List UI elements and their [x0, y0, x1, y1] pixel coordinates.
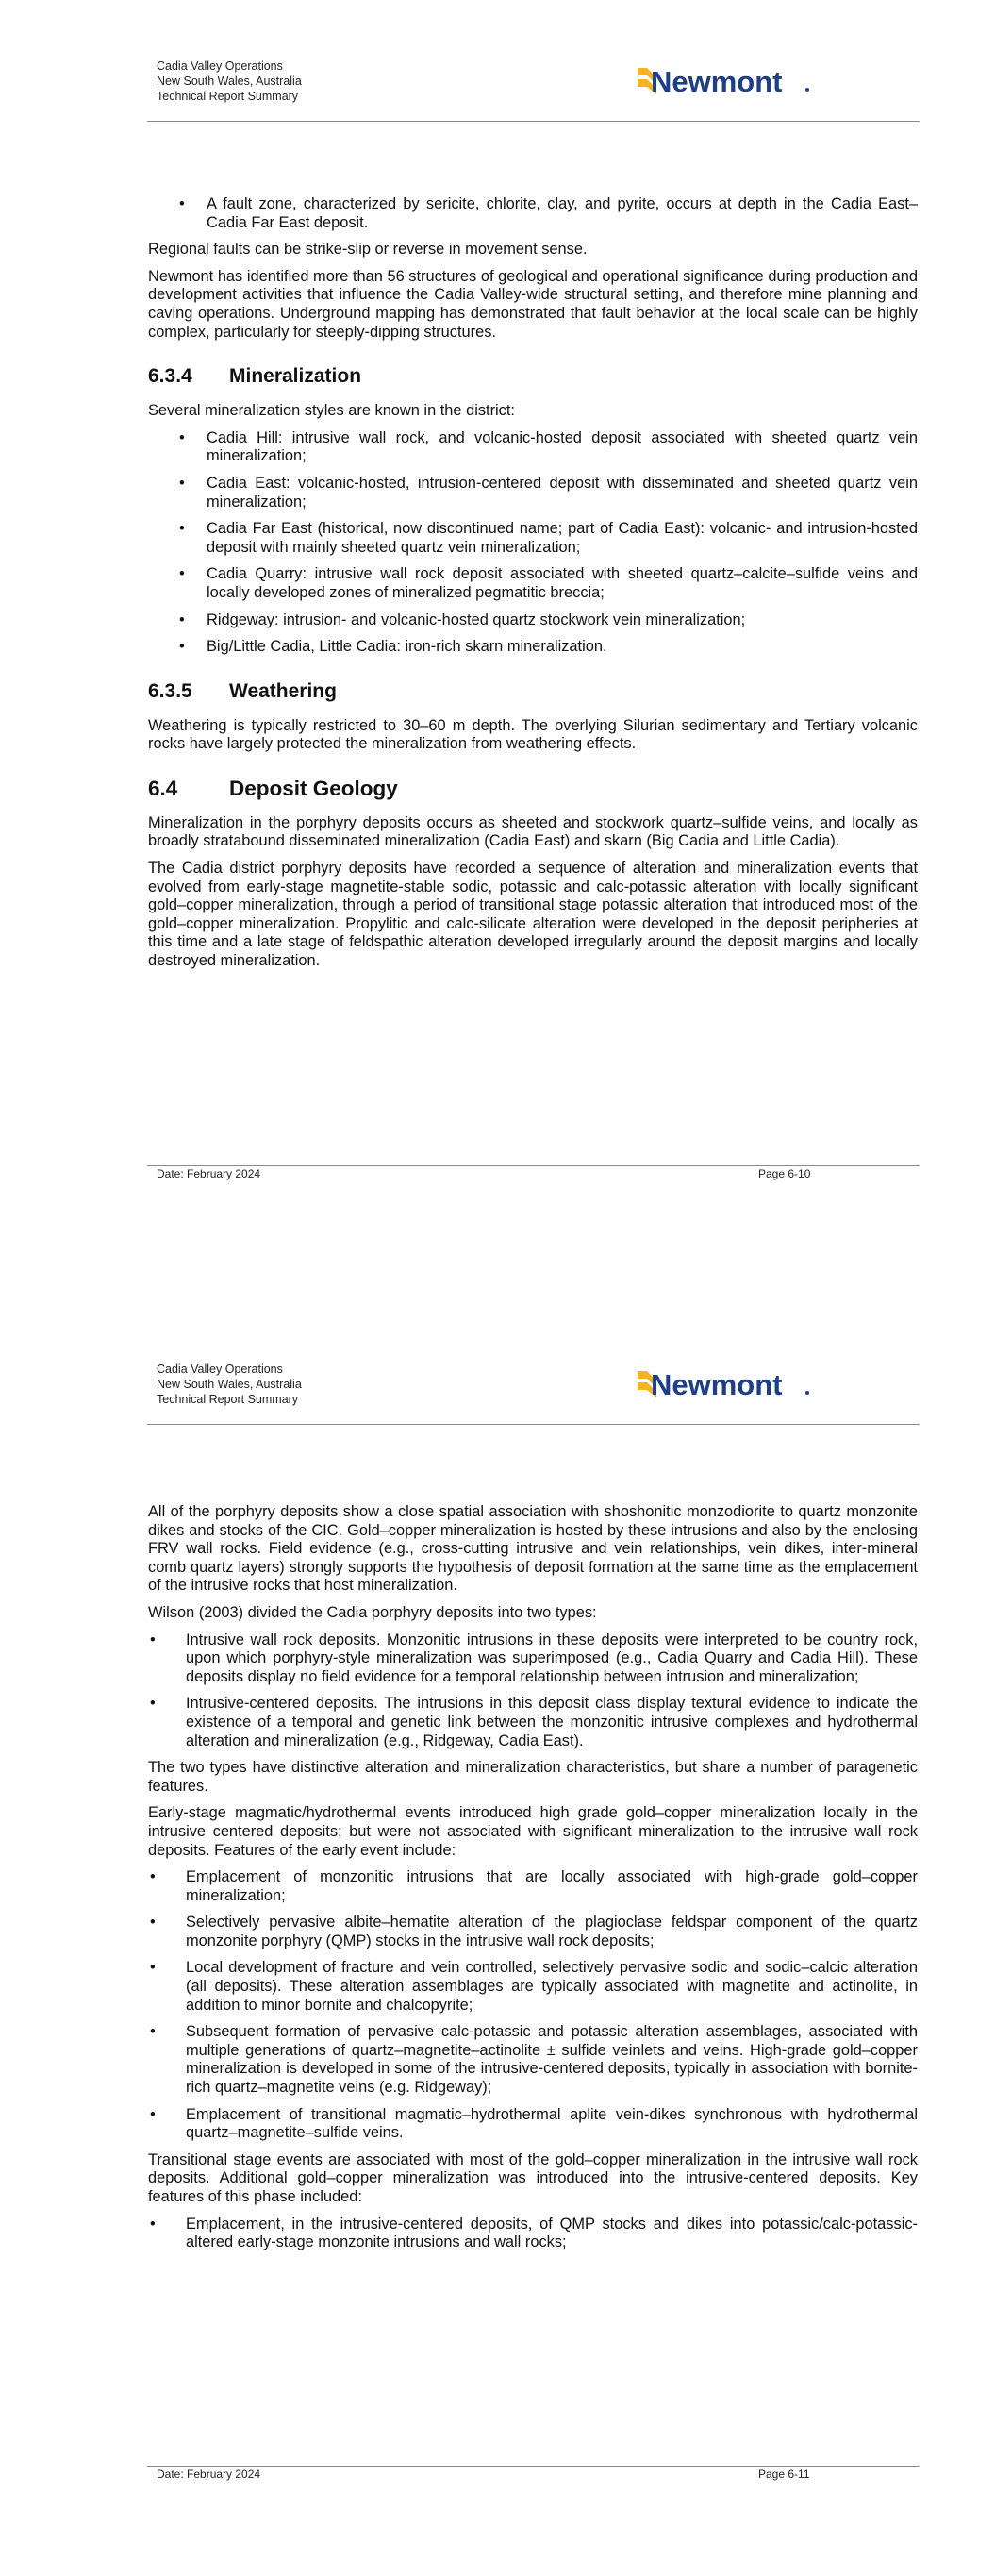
transitional-features-list	[148, 2216, 918, 2252]
list-item: • Emplacement of transitional magmatic–hydrothermal aplite vein-dikes synchronous with hydrothermal quartz–magnetite–sulfide veins.	[148, 2106, 918, 2143]
list-item: • A fault zone, characterized by sericite, chlorite, clay, and pyrite, occurs at depth in the Cadia East–Cadia Far East deposit.	[148, 195, 918, 232]
page-header	[157, 1362, 302, 1407]
fault-zone-list	[148, 195, 918, 232]
list-item: • Emplacement, in the intrusive-centered deposits, of QMP stocks and dikes into potassic/calc-potassic-altered early-stage monzonite intrusions and wall rocks;	[148, 2216, 918, 2252]
header-line-1: Cadia Valley Operations	[157, 59, 283, 73]
paragraph-transitional-stage: Transitional stage events are associated with most of the gold–copper mineralization in the intrusive wall rock deposits. Additional gold–copper mineralization was introduced into the intrusive-centered deposits. Key features of this phase included:	[148, 2150, 918, 2205]
header-line-2: New South Wales, Australia	[157, 75, 302, 88]
heading-weathering: 6.3.5 Weathering	[148, 679, 337, 702]
footer-page-number: Page 6-11	[758, 2467, 810, 2481]
header-line-3: Technical Report Summary	[157, 1393, 299, 1406]
page-1-body	[148, 195, 918, 979]
page-2-body	[148, 1503, 918, 2261]
footer-rule	[147, 2466, 920, 2467]
early-event-features-list	[148, 1868, 918, 2143]
list-item: • Intrusive wall rock deposits. Monzonitic intrusions in these deposits were interpreted to be country rock, upon which porphyry-style mineralization was superimposed (e.g., Cadia Quarry and Cadia Hill). These deposits display no field evidence for a temporal relationship between intrusion and mineralization;	[148, 1631, 918, 1687]
list-item: • Cadia East: volcanic-hosted, intrusion-centered deposit with disseminated and sheeted quartz vein mineralization;	[148, 475, 918, 511]
paragraph-spatial-association: All of the porphyry deposits show a close spatial association with shoshonitic monzodiorite to quartz monzonite dikes and stocks of the CIC. Gold–copper mineralization is hosted by these intrusions and also by the enclosing FRV wall rocks. Field evidence (e.g., cross-cutting intrusive and vein relationships, vein dikes, inter-mineral comb quartz layers) strongly supports the hypothesis of deposit formation at the same time as the emplacement of the intrusive rocks that host mineralization.	[148, 1503, 918, 1595]
list-item: • Local development of fracture and vein controlled, selectively pervasive sodic and sodic–calcic alteration (all deposits). These alteration assemblages are typically associated with magnetite and actinolite, in addition to minor bornite and chalcopyrite;	[148, 1959, 918, 2015]
paragraph-deposit-geology-1: Mineralization in the porphyry deposits occurs as sheeted and stockwork quartz–sulfide veins, and locally as broadly stratabound disseminated mineralization (Cadia East) and skarn (Big Cadia and Little Cadia).	[148, 813, 918, 850]
list-item: • Cadia Far East (historical, now discontinued name; part of Cadia East): volcanic- and intrusion-hosted deposit with mainly sheeted quartz vein mineralization;	[148, 520, 918, 557]
header-line-2: New South Wales, Australia	[157, 1378, 302, 1391]
deposit-types-list	[148, 1631, 918, 1751]
footer-rule	[147, 1165, 920, 1166]
page-header	[157, 59, 302, 104]
header-line-1: Cadia Valley Operations	[157, 1363, 283, 1376]
logo-text: Newmont	[651, 65, 783, 98]
logo-text: Newmont	[651, 1368, 783, 1401]
header-rule	[147, 121, 920, 122]
list-item: • Intrusive-centered deposits. The intrusions in this deposit class display textural evidence to indicate the existence of a temporal and genetic link between the monzonitic intrusive complexes and hydrothermal alteration and mineralization (e.g., Ridgeway, Cadia East).	[148, 1695, 918, 1750]
paragraph-mineralization-intro: Several mineralization styles are known in the district:	[148, 402, 515, 420]
header-line-3: Technical Report Summary	[157, 90, 299, 103]
footer-date: Date: February 2024	[157, 1167, 261, 1180]
paragraph-early-stage: Early-stage magmatic/hydrothermal events introduced high grade gold–copper mineralization locally in the intrusive centered deposits; but were not associated with significant mineralization to the intrusive wall rock deposits. Features of the early event include:	[148, 1804, 918, 1859]
list-item: • Selectively pervasive albite–hematite alteration of the plagioclase feldspar component of the quartz monzonite porphyry (QMP) stocks in the intrusive wall rock deposits;	[148, 1914, 918, 1950]
paragraph-regional-faults: Regional faults can be strike-slip or reverse in movement sense.	[148, 241, 588, 259]
list-item: • Big/Little Cadia, Little Cadia: iron-rich skarn mineralization.	[148, 638, 918, 657]
paragraph-deposit-geology-2: The Cadia district porphyry deposits have recorded a sequence of alteration and mineralization events that evolved from early-stage magnetite-stable sodic, potassic and calc-potassic alteration with locally significant gold–copper mineralization, through a period of transitional stage potassic alteration that introduced most of the gold–copper mineralization. Propylitic and calc-silicate alteration were developed in the deposit peripheries at this time and a late stage of feldspathic alteration developed irregularly around the deposit margins and locally destroyed mineralization.	[148, 860, 918, 970]
newmont-logo	[638, 1365, 826, 1403]
list-item: • Subsequent formation of pervasive calc-potassic and potassic alteration assemblages, associated with multiple generations of quartz–magnetite–actinolite ± sulfide veinlets and veins. High-grade gold–copper mineralization is developed in some of the intrusive-centered deposits, typically in association with bornite-rich quartz–magnetite veins (e.g. Ridgeway);	[148, 2023, 918, 2097]
list-item: • Ridgeway: intrusion- and volcanic-hosted quartz stockwork vein mineralization;	[148, 611, 918, 630]
list-item: • Cadia Hill: intrusive wall rock, and volcanic-hosted deposit associated with sheeted quartz vein mineralization;	[148, 429, 918, 466]
mineralization-styles-list	[148, 429, 918, 657]
paragraph-weathering: Weathering is typically restricted to 30–60 m depth. The overlying Silurian sedimentary and Tertiary volcanic rocks have largely protected the mineralization from weathering effects.	[148, 716, 918, 753]
header-rule	[147, 1424, 920, 1425]
newmont-logo	[638, 62, 826, 100]
list-item: • Cadia Quarry: intrusive wall rock deposit associated with sheeted quartz–calcite–sulfide veins and locally developed zones of mineralized pegmatitic breccia;	[148, 565, 918, 602]
page-6-11	[0, 1293, 995, 2576]
list-item: • Emplacement of monzonitic intrusions that are locally associated with high-grade gold–copper mineralization;	[148, 1868, 918, 1905]
paragraph-wilson: Wilson (2003) divided the Cadia porphyry deposits into two types:	[148, 1603, 597, 1621]
heading-deposit-geology: 6.4 Deposit Geology	[148, 776, 398, 800]
paragraph-structures: Newmont has identified more than 56 structures of geological and operational significance during production and development activities that influence the Cadia Valley-wide structural setting, and therefore mine planning and caving operations. Underground mapping has demonstrated that fault behavior at the local scale can be highly complex, particularly for steeply-dipping structures.	[148, 267, 918, 341]
heading-mineralization: 6.3.4 Mineralization	[148, 365, 362, 388]
footer-date: Date: February 2024	[157, 2467, 261, 2481]
page-6-10	[0, 0, 995, 1198]
paragraph-two-types: The two types have distinctive alteration and mineralization characteristics, but share a number of paragenetic features.	[148, 1759, 918, 1795]
footer-page-number: Page 6-10	[758, 1167, 811, 1180]
